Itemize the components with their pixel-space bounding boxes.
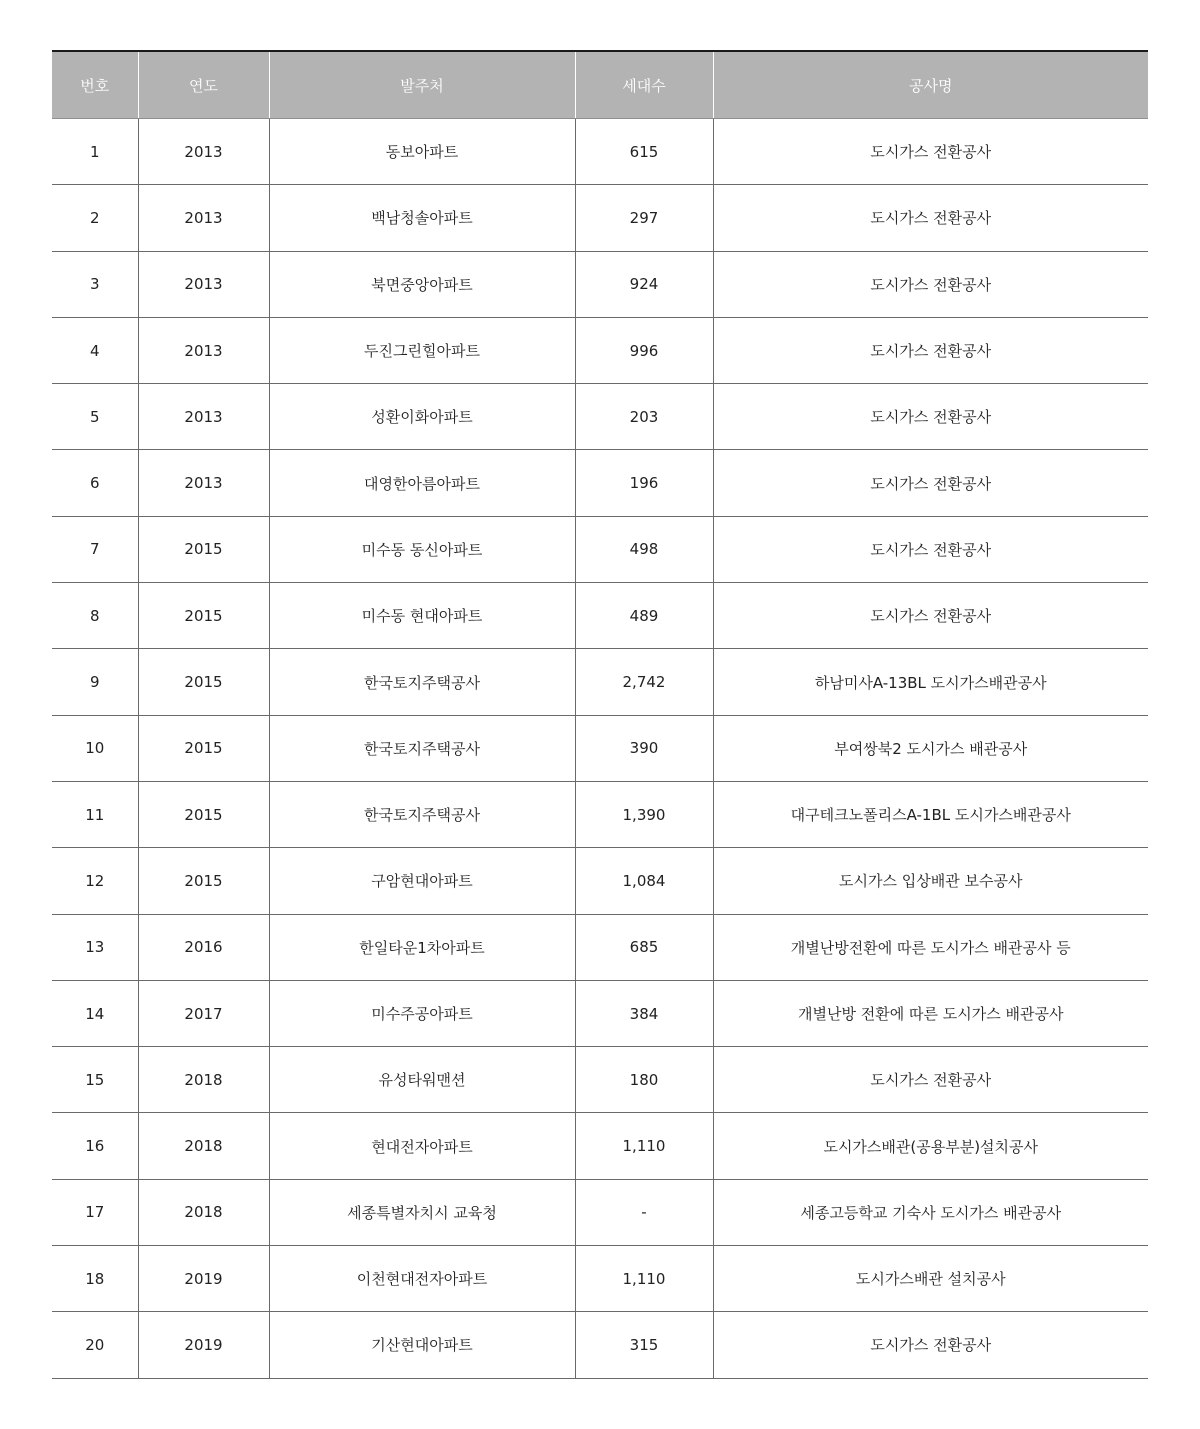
table-row	[52, 715, 1148, 781]
table-row	[52, 450, 1148, 516]
table-row	[52, 119, 1148, 185]
cell-number: 6	[52, 450, 138, 516]
cell-client: 이천현대전자아파트	[269, 1246, 575, 1312]
cell-client: 성환이화아파트	[269, 384, 575, 450]
cell-number: 18	[52, 1246, 138, 1312]
cell-project-name: 부여쌍북2 도시가스 배관공사	[713, 715, 1148, 781]
cell-households: 489	[575, 583, 713, 649]
cell-year: 2015	[138, 848, 269, 914]
cell-project-name: 개별난방전환에 따른 도시가스 배관공사 등	[713, 914, 1148, 980]
cell-year: 2018	[138, 1113, 269, 1179]
cell-year: 2015	[138, 649, 269, 715]
cell-client: 한국토지주택공사	[269, 649, 575, 715]
table-row	[52, 583, 1148, 649]
cell-year: 2013	[138, 384, 269, 450]
cell-client: 동보아파트	[269, 119, 575, 185]
table-row	[52, 781, 1148, 847]
cell-project-name: 도시가스 전환공사	[713, 317, 1148, 383]
cell-number: 17	[52, 1179, 138, 1245]
cell-client: 백남청솔아파트	[269, 185, 575, 251]
cell-client: 한국토지주택공사	[269, 715, 575, 781]
cell-project-name: 도시가스 전환공사	[713, 450, 1148, 516]
cell-number: 5	[52, 384, 138, 450]
cell-year: 2013	[138, 119, 269, 185]
cell-year: 2013	[138, 251, 269, 317]
cell-households: 924	[575, 251, 713, 317]
table-row	[52, 516, 1148, 582]
cell-client: 미수동 동신아파트	[269, 516, 575, 582]
construction-records-table-container	[52, 50, 1148, 1379]
cell-client: 현대전자아파트	[269, 1113, 575, 1179]
cell-households: 180	[575, 1047, 713, 1113]
cell-client: 대영한아름아파트	[269, 450, 575, 516]
cell-year: 2013	[138, 450, 269, 516]
cell-client: 구암현대아파트	[269, 848, 575, 914]
cell-households: 996	[575, 317, 713, 383]
table-row	[52, 384, 1148, 450]
cell-number: 8	[52, 583, 138, 649]
cell-households: 498	[575, 516, 713, 582]
cell-project-name: 도시가스 전환공사	[713, 251, 1148, 317]
cell-households: 615	[575, 119, 713, 185]
cell-client: 세종특별자치시 교육청	[269, 1179, 575, 1245]
table-row	[52, 317, 1148, 383]
header-households: 세대수	[575, 51, 713, 119]
cell-number: 2	[52, 185, 138, 251]
cell-client: 기산현대아파트	[269, 1312, 575, 1378]
cell-number: 3	[52, 251, 138, 317]
cell-project-name: 세종고등학교 기숙사 도시가스 배관공사	[713, 1179, 1148, 1245]
cell-households: 1,084	[575, 848, 713, 914]
cell-project-name: 도시가스 전환공사	[713, 583, 1148, 649]
cell-households: 297	[575, 185, 713, 251]
construction-records-table	[52, 50, 1148, 1379]
header-client: 발주처	[269, 51, 575, 119]
cell-number: 7	[52, 516, 138, 582]
table-row	[52, 914, 1148, 980]
table-header-row	[52, 51, 1148, 119]
cell-project-name: 도시가스 전환공사	[713, 1312, 1148, 1378]
cell-project-name: 개별난방 전환에 따른 도시가스 배관공사	[713, 980, 1148, 1046]
table-row	[52, 1246, 1148, 1312]
cell-number: 11	[52, 781, 138, 847]
header-year: 연도	[138, 51, 269, 119]
cell-number: 16	[52, 1113, 138, 1179]
cell-number: 4	[52, 317, 138, 383]
table-row	[52, 1179, 1148, 1245]
cell-project-name: 도시가스 전환공사	[713, 119, 1148, 185]
cell-number: 10	[52, 715, 138, 781]
header-number: 번호	[52, 51, 138, 119]
cell-households: 315	[575, 1312, 713, 1378]
cell-households: 1,110	[575, 1113, 713, 1179]
cell-households: 390	[575, 715, 713, 781]
cell-project-name: 도시가스 입상배관 보수공사	[713, 848, 1148, 914]
cell-client: 미수동 현대아파트	[269, 583, 575, 649]
cell-number: 14	[52, 980, 138, 1046]
cell-project-name: 도시가스배관(공용부분)설치공사	[713, 1113, 1148, 1179]
table-row	[52, 848, 1148, 914]
cell-households: -	[575, 1179, 713, 1245]
cell-households: 196	[575, 450, 713, 516]
cell-client: 두진그린힐아파트	[269, 317, 575, 383]
table-body	[52, 119, 1148, 1379]
cell-client: 한국토지주택공사	[269, 781, 575, 847]
cell-year: 2015	[138, 516, 269, 582]
cell-project-name: 도시가스배관 설치공사	[713, 1246, 1148, 1312]
table-row	[52, 980, 1148, 1046]
cell-year: 2015	[138, 781, 269, 847]
cell-year: 2018	[138, 1179, 269, 1245]
header-project-name: 공사명	[713, 51, 1148, 119]
cell-households: 1,390	[575, 781, 713, 847]
cell-client: 한일타운1차아파트	[269, 914, 575, 980]
cell-number: 20	[52, 1312, 138, 1378]
cell-year: 2019	[138, 1312, 269, 1378]
cell-year: 2015	[138, 583, 269, 649]
cell-client: 미수주공아파트	[269, 980, 575, 1046]
cell-number: 1	[52, 119, 138, 185]
cell-households: 685	[575, 914, 713, 980]
cell-number: 12	[52, 848, 138, 914]
cell-year: 2019	[138, 1246, 269, 1312]
cell-client: 북면중앙아파트	[269, 251, 575, 317]
cell-project-name: 도시가스 전환공사	[713, 185, 1148, 251]
cell-project-name: 도시가스 전환공사	[713, 1047, 1148, 1113]
cell-households: 1,110	[575, 1246, 713, 1312]
cell-year: 2018	[138, 1047, 269, 1113]
table-row	[52, 649, 1148, 715]
table-row	[52, 185, 1148, 251]
cell-year: 2015	[138, 715, 269, 781]
cell-households: 2,742	[575, 649, 713, 715]
table-row	[52, 251, 1148, 317]
cell-households: 203	[575, 384, 713, 450]
cell-year: 2016	[138, 914, 269, 980]
cell-households: 384	[575, 980, 713, 1046]
cell-project-name: 대구테크노폴리스A-1BL 도시가스배관공사	[713, 781, 1148, 847]
cell-project-name: 도시가스 전환공사	[713, 516, 1148, 582]
table-row	[52, 1113, 1148, 1179]
cell-client: 유성타워맨션	[269, 1047, 575, 1113]
table-row	[52, 1047, 1148, 1113]
cell-number: 9	[52, 649, 138, 715]
cell-number: 15	[52, 1047, 138, 1113]
cell-year: 2013	[138, 185, 269, 251]
cell-project-name: 하남미사A-13BL 도시가스배관공사	[713, 649, 1148, 715]
cell-year: 2013	[138, 317, 269, 383]
cell-project-name: 도시가스 전환공사	[713, 384, 1148, 450]
cell-number: 13	[52, 914, 138, 980]
cell-year: 2017	[138, 980, 269, 1046]
table-row	[52, 1312, 1148, 1378]
